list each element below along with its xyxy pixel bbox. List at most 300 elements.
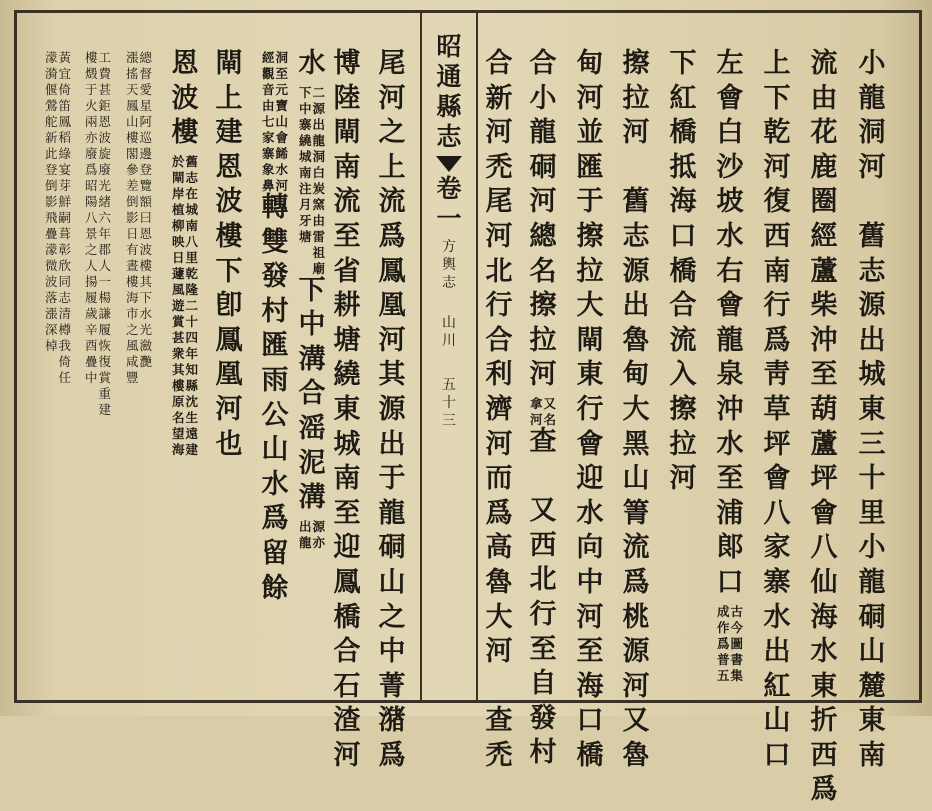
text-char: 柴: [810, 290, 838, 322]
text-char: 又: [622, 705, 650, 737]
text-char: 凰: [378, 290, 406, 322]
text-char: 坪: [810, 463, 838, 495]
text-column-l5: [209, 50, 249, 465]
annotation-char: 瀲: [139, 338, 153, 353]
annotation-char: 七: [261, 114, 275, 129]
text-char: 小: [858, 532, 886, 564]
text-char: 小: [529, 82, 557, 114]
text-char: 仙: [810, 566, 838, 598]
text-char: 擦: [669, 393, 697, 425]
text-char: 匯: [576, 151, 604, 183]
text-char: 于: [576, 186, 604, 218]
annotation-line: [717, 604, 730, 684]
text-column-l6: [165, 50, 205, 458]
annotation-char: 塘: [298, 228, 312, 244]
annotation-char: 水: [275, 162, 289, 177]
text-char: 下: [215, 255, 243, 287]
annotation-char: 晝: [125, 258, 139, 273]
text-char: 入: [669, 359, 697, 391]
text-char: 河: [378, 82, 406, 114]
subsection-label: [442, 316, 456, 352]
annotation-char: 有: [125, 242, 139, 257]
annotation-char: 柳: [171, 217, 185, 233]
text-char: 會: [576, 428, 604, 460]
annotation-char: 差: [125, 178, 139, 193]
annotation-char: 葺: [58, 226, 72, 241]
text-char: 爲: [763, 324, 791, 356]
text-char: 坪: [763, 428, 791, 460]
text-char: 名: [529, 255, 557, 287]
text-char: 流: [669, 324, 697, 356]
annotation-char: 亦: [84, 130, 98, 145]
annotation-char: 搖: [125, 66, 139, 81]
text-char: 匯: [261, 330, 289, 362]
annotation-char: 閣: [125, 146, 139, 161]
text-char: 東: [858, 705, 886, 737]
text-char: 水: [716, 220, 744, 252]
annotation-char: 邊: [139, 146, 153, 161]
annotation-char: 亦: [312, 534, 326, 550]
annotation-char: 宴: [58, 162, 72, 177]
annotation-char: 兩: [84, 114, 98, 129]
text-char: 橋: [669, 117, 697, 149]
annotation-char: 龍: [298, 534, 312, 550]
annotation-char: 鳳: [58, 114, 72, 129]
text-char: 龍: [378, 497, 406, 529]
annotation-char: 鳳: [125, 98, 139, 113]
annotation-char: 海: [125, 290, 139, 305]
text-char: 家: [763, 532, 791, 564]
annotation-char: 賞: [98, 370, 112, 385]
text-char: 爲: [261, 503, 289, 535]
text-char: [631, 154, 640, 189]
annotation-char: 賞: [171, 313, 185, 329]
annotation-char: 中: [298, 100, 312, 116]
annotation-char: 光: [98, 178, 112, 193]
text-char: 河: [622, 117, 650, 149]
text-char: 西: [810, 739, 838, 771]
annotation-char: 深: [44, 322, 58, 337]
text-char: 出: [858, 324, 886, 356]
text-column-r1: [852, 50, 892, 776]
annotation-char: 微: [44, 258, 58, 273]
text-char: 凰: [215, 359, 243, 391]
annotation-char: 映: [171, 233, 185, 249]
text-char: 水: [763, 601, 791, 633]
text-char: 至: [810, 359, 838, 391]
annotation-line: [299, 85, 312, 277]
annotation-char: 履: [84, 290, 98, 305]
text-char: 里: [858, 497, 886, 529]
annotation-line: [99, 50, 112, 418]
annotation-char: 人: [84, 258, 98, 273]
annotation-char: 集: [730, 667, 744, 683]
text-char: 草: [763, 393, 791, 425]
text-char: 南: [333, 463, 361, 495]
annotation-char: 遊: [171, 297, 185, 313]
annotation-char: 書: [730, 651, 744, 667]
annotation: [45, 50, 71, 386]
text-char: 寨: [763, 566, 791, 598]
annotation-char: 月: [298, 196, 312, 212]
annotation-char: 中: [84, 370, 98, 385]
text-char: 村: [529, 737, 557, 769]
text-char: 圈: [810, 186, 838, 218]
annotation-char: 在: [185, 185, 199, 201]
annotation-char: 市: [125, 306, 139, 321]
annotation-char: 南: [185, 217, 199, 233]
annotation-char: 光: [139, 322, 153, 337]
text-char: 流: [378, 186, 406, 218]
text-char: 出: [378, 428, 406, 460]
annotation-char: 南: [298, 164, 312, 180]
annotation-char: 總: [139, 50, 153, 65]
text-char: 行: [763, 290, 791, 322]
text-char: 閘: [333, 117, 361, 149]
text-char: 河: [858, 151, 886, 183]
text-char: 會: [810, 497, 838, 529]
annotation-char: 志: [185, 169, 199, 185]
annotation-char: 出: [298, 518, 312, 534]
volume-label: [436, 176, 461, 236]
text-char: 恩: [215, 151, 243, 183]
annotation-char: 廢: [84, 146, 98, 161]
annotation-char: 寨: [261, 146, 275, 161]
text-char: 源: [378, 393, 406, 425]
text-char: 花: [810, 117, 838, 149]
annotation-line: [276, 50, 289, 194]
text-char: 北: [529, 564, 557, 596]
text-char: 閘: [576, 324, 604, 356]
text-char: 河: [333, 739, 361, 771]
text-char: 渣: [333, 705, 361, 737]
annotation-char: 此: [44, 146, 58, 161]
annotation-char: 波: [44, 274, 58, 289]
page-number-char: 三: [442, 413, 456, 429]
annotation-char: 祖: [312, 244, 326, 260]
annotation: [530, 396, 556, 428]
text-char: 鳳: [378, 255, 406, 287]
text-char: 總: [529, 220, 557, 252]
text-char: 中: [576, 566, 604, 598]
annotation-char: 十: [185, 313, 199, 329]
annotation-char: 歲: [84, 306, 98, 321]
annotation-char: 甚: [171, 329, 185, 345]
annotation-char: 彰: [58, 242, 72, 257]
text-char: 上: [378, 151, 406, 183]
text-char: 蘆: [810, 428, 838, 460]
annotation-char: 河: [275, 178, 289, 193]
text-char: 水: [261, 468, 289, 500]
text-char: 抵: [669, 151, 697, 183]
text-char: 轉: [261, 192, 289, 223]
text-char: 建: [215, 117, 243, 149]
annotation-char: 河: [529, 411, 543, 427]
annotation-char: 四: [185, 329, 199, 345]
text-char: 至: [333, 220, 361, 252]
text-char: 口: [716, 566, 744, 598]
text-char: 河: [529, 186, 557, 218]
text-char: 紅: [763, 670, 791, 702]
annotation-char: 清: [58, 306, 72, 321]
text-char: 溝: [298, 343, 326, 375]
annotation-char: 牙: [298, 212, 312, 228]
annotation-char: 任: [58, 370, 72, 385]
annotation-char: 岸: [171, 185, 185, 201]
annotation-char: 二: [185, 297, 199, 313]
text-char: 樓: [215, 220, 243, 252]
text-char: 會: [716, 82, 744, 114]
annotation-char: 名: [543, 411, 557, 427]
text-column-r7: [570, 50, 610, 776]
annotation-line: [45, 50, 58, 386]
text-char: 泉: [716, 359, 744, 391]
text-char: 龍: [858, 566, 886, 598]
text-char: 山: [858, 636, 886, 668]
text-char: 耕: [333, 290, 361, 322]
text-char: 卽: [215, 290, 243, 322]
annotation-line: [731, 604, 744, 684]
text-char: 擦: [622, 48, 650, 79]
text-char: 河: [669, 463, 697, 495]
section-char: 方: [442, 239, 456, 255]
text-char: 沖: [716, 393, 744, 425]
annotation-char: 餙: [275, 146, 289, 161]
annotation-char: 楊: [98, 290, 112, 305]
annotation-char: 樽: [58, 322, 72, 337]
annotation-char: 於: [171, 153, 185, 169]
text-char: 其: [378, 359, 406, 391]
annotation: [126, 50, 152, 386]
text-char: 魯: [622, 324, 650, 356]
text-char: 也: [215, 428, 243, 460]
border-right: [919, 10, 922, 703]
annotation-char: 甚: [98, 82, 112, 97]
text-char: 大: [622, 393, 650, 425]
annotation-char: 樓: [125, 130, 139, 145]
annotation-char: 豐: [125, 370, 139, 385]
volume-char: 一: [436, 204, 462, 233]
text-char: 查: [485, 705, 513, 737]
annotation-char: 日: [171, 249, 185, 265]
annotation-char: 火: [84, 98, 98, 113]
text-char: 水: [298, 48, 326, 79]
text-char: 硐: [858, 601, 886, 633]
title-char: 昭: [436, 32, 462, 61]
text-char: 出: [763, 636, 791, 668]
annotation: [172, 154, 198, 458]
text-char: 魯: [485, 566, 513, 598]
annotation-char: 舊: [185, 153, 199, 169]
text-char: 濟: [485, 393, 513, 425]
text-char: 合: [333, 636, 361, 668]
text-char: 雙: [261, 226, 289, 258]
text-char: 龍: [858, 82, 886, 114]
text-char: 至: [576, 636, 604, 668]
annotation-char: 黃: [58, 50, 72, 65]
annotation-char: 鉅: [98, 98, 112, 113]
annotation-char: 隆: [185, 281, 199, 297]
annotation-char: 名: [171, 409, 185, 425]
section-label: [442, 240, 456, 294]
annotation-char: 作: [716, 619, 730, 635]
annotation-char: 其: [171, 361, 185, 377]
center-rule-left: [420, 12, 422, 702]
text-char: 鹿: [810, 151, 838, 183]
text-char: [538, 463, 547, 498]
text-char: 甸: [576, 48, 604, 79]
text-char: 南: [333, 151, 361, 183]
text-char: 下: [298, 274, 326, 306]
text-char: 高: [485, 532, 513, 564]
text-char: 至: [529, 633, 557, 665]
annotation-char: 灧: [139, 354, 153, 369]
text-char: 洞: [858, 117, 886, 149]
annotation-char: 炭: [312, 180, 326, 196]
text-char: 東: [858, 393, 886, 425]
text-char: 源: [622, 636, 650, 668]
annotation-line: [85, 50, 98, 418]
annotation-char: 年: [185, 345, 199, 361]
annotation-char: 植: [171, 201, 185, 217]
text-char: 箐: [622, 497, 650, 529]
text-char: 蘆: [810, 255, 838, 287]
annotation-char: 注: [298, 180, 312, 196]
text-char: 陸: [333, 82, 361, 114]
annotation-char: 愛: [139, 82, 153, 97]
text-char: 小: [858, 48, 886, 79]
annotation-char: 同: [58, 274, 72, 289]
annotation-char: 白: [312, 164, 326, 180]
text-char: 靑: [763, 359, 791, 391]
annotation-char: 巡: [139, 130, 153, 145]
text-char: 鳳: [333, 566, 361, 598]
annotation-char: 倒: [44, 178, 58, 193]
text-char: 爲: [378, 739, 406, 771]
text-char: 源: [858, 290, 886, 322]
annotation-char: 洞: [275, 50, 289, 65]
text-char: 溝: [298, 482, 326, 514]
text-char: 桃: [622, 601, 650, 633]
annotation-line: [299, 519, 312, 551]
text-column-l7: [119, 50, 159, 386]
annotation-char: 五: [716, 667, 730, 683]
text-char: 由: [810, 82, 838, 114]
text-char: 自: [529, 668, 557, 700]
annotation-char: 疊: [44, 226, 58, 241]
annotation-char: 樓: [139, 258, 153, 273]
text-char: 山: [622, 463, 650, 495]
text-char: 向: [576, 532, 604, 564]
text-char: 利: [485, 359, 513, 391]
annotation-char: 樓: [125, 274, 139, 289]
annotation-char: 龍: [312, 132, 326, 148]
annotation-char: 風: [171, 281, 185, 297]
annotation-char: 稻: [58, 130, 72, 145]
text-char: 城: [858, 359, 886, 391]
text-char: 雨: [261, 364, 289, 396]
text-column-r4: [710, 50, 750, 684]
text-char: 公: [261, 399, 289, 431]
text-column-l9: [38, 50, 78, 386]
annotation-char: 山: [275, 114, 289, 129]
text-char: 上: [763, 48, 791, 79]
annotation-char: 衆: [171, 345, 185, 361]
annotation-char: 旋: [98, 146, 112, 161]
text-char: 禿: [485, 739, 513, 771]
annotation-char: 古: [730, 603, 744, 619]
text-char: 中: [298, 309, 326, 341]
annotation-char: 影: [44, 194, 58, 209]
annotation-char: 建: [185, 441, 199, 457]
text-char: 河: [763, 151, 791, 183]
annotation-char: 曰: [139, 210, 153, 225]
annotation-char: 望: [171, 425, 185, 441]
text-char: 行: [529, 598, 557, 630]
text-char: 合: [485, 48, 513, 79]
text-char: 龍: [529, 117, 557, 149]
annotation-char: 成: [716, 603, 730, 619]
text-char: 滛: [298, 412, 326, 444]
annotation-char: 元: [275, 82, 289, 97]
text-char: 于: [378, 463, 406, 495]
text-char: 流: [333, 186, 361, 218]
text-char: 西: [763, 220, 791, 252]
text-char: 南: [763, 255, 791, 287]
text-char: 大: [576, 290, 604, 322]
book-title: [436, 34, 461, 154]
center-rule-right: [476, 12, 478, 702]
text-char: 魯: [622, 739, 650, 771]
text-char: 查: [529, 425, 557, 457]
annotation-char: 鶯: [44, 98, 58, 113]
text-char: 舊: [858, 220, 886, 252]
annotation-char: 年: [98, 226, 112, 241]
text-column-l2: [327, 50, 367, 776]
annotation-char: 棹: [44, 338, 58, 353]
title-char: 通: [436, 62, 462, 91]
annotation-char: 倚: [58, 354, 72, 369]
annotation-char: 知: [185, 361, 199, 377]
annotation-line: [59, 50, 72, 386]
text-char: 之: [378, 601, 406, 633]
text-char: [494, 673, 503, 708]
annotation-char: 下: [298, 84, 312, 100]
text-char: 會: [763, 463, 791, 495]
annotation-char: 樓: [171, 377, 185, 393]
annotation-char: 費: [98, 66, 112, 81]
text-char: 左: [716, 48, 744, 79]
annotation-char: 生: [185, 409, 199, 425]
text-column-r9: [479, 50, 519, 776]
annotation-char: 廢: [98, 162, 112, 177]
text-char: 拉: [622, 82, 650, 114]
annotation-char: 昭: [84, 178, 98, 193]
text-char: 合: [485, 324, 513, 356]
text-char: 八: [810, 532, 838, 564]
annotation: [717, 604, 743, 684]
annotation-char: 閘: [171, 169, 185, 185]
annotation-char: 恩: [98, 114, 112, 129]
annotation-char: 今: [730, 619, 744, 635]
text-char: 餘: [261, 572, 289, 604]
page-number-char: 五: [442, 377, 456, 393]
text-char: 中: [378, 636, 406, 668]
text-char: 河: [378, 324, 406, 356]
text-char: 橋: [669, 255, 697, 287]
annotation-char: 八: [84, 210, 98, 225]
text-char: 出: [622, 290, 650, 322]
